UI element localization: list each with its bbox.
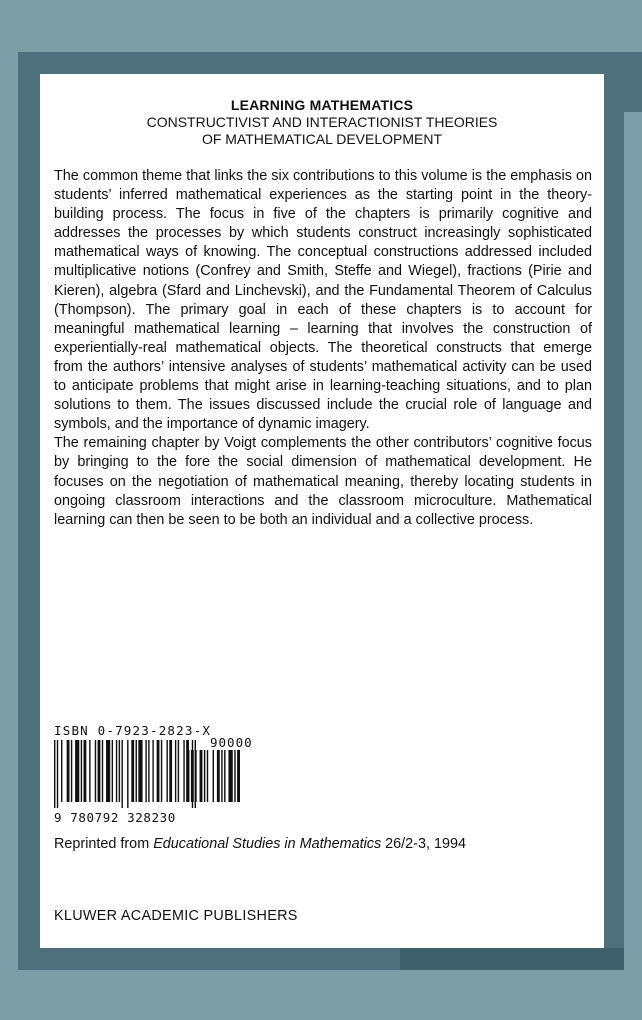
barcode-digits: 9 780792 328230 [54, 810, 176, 825]
barcode-bar [106, 740, 110, 802]
price-addon-number: 90000 [210, 735, 253, 750]
journal-name: Educational Studies in Mathematics [153, 836, 382, 852]
barcode-bar [98, 740, 101, 802]
book-subtitle-line-2: OF MATHEMATICAL DEVELOPMENT [201, 131, 443, 147]
barcode-bar [81, 740, 82, 802]
isbn-label: ISBN 0-7923-2823-X [54, 723, 212, 738]
reprint-notice [54, 836, 466, 852]
back-cover-panel [40, 74, 604, 948]
blurb-paragraph-1: The common theme that links the six contributions to this volume is the emphasis on students’ inferred mathematical experiences as the starting point in the theory-building process. The focus in five of the chapters is primarily cognitive and addresses the processes by which students construct increasingly sophisticated mathematical ways of knowing. The conceptual constructions addressed included multiplicative notions (Confrey and Smith, Steffe and Wiegel), fractions (Pirie and Kieren), algebra (Sfard and Linchevski), and the Fundamental Theorem of Calculus (Thompson). The primary goal in each of these chapters is to account for meaningful mathematical learning – learning that involves the construction of experientially-real mathematical objects. The theoretical constructs that emerge from the authors’ intensive analyses of students’ mathematical activity can be used to anticipate problems that might arise in learning-teaching situations, and to plan solutions to them. The issues discussed include the crucial role of language and symbols, and the importance of dynamic imagery. [54, 168, 592, 433]
barcode-bar [183, 740, 184, 802]
reprint-prefix: Reprinted from [54, 836, 150, 852]
barcode-bar [234, 750, 235, 802]
barcode-bar [157, 740, 160, 802]
barcode-bar [75, 740, 79, 802]
barcode-bar [95, 740, 96, 802]
barcode-bar [169, 740, 172, 802]
price-addon-barcode [188, 750, 240, 808]
ean-barcode [54, 740, 196, 808]
barcode-bar [54, 740, 55, 808]
barcode-bar [145, 740, 146, 802]
barcode-bar [119, 740, 120, 802]
barcode-bar [136, 740, 137, 802]
barcode-bar [138, 740, 142, 802]
barcode-bar [84, 740, 87, 802]
barcode-bar [221, 750, 222, 802]
publisher-name: KLUWER ACADEMIC PUBLISHERS [54, 908, 298, 924]
barcode-bar [112, 740, 113, 802]
barcode-bar [102, 740, 103, 802]
barcode-bar [217, 750, 220, 802]
barcode-bar [57, 740, 58, 808]
barcode-bar [195, 750, 196, 802]
barcode-bar [127, 740, 128, 808]
journal-issue: 26/2-3, 1994 [385, 836, 466, 852]
barcode-bar [131, 740, 134, 802]
barcode-bar [237, 750, 240, 802]
barcode-bar [89, 740, 90, 802]
blurb-paragraph-2: The remaining chapter by Voigt complements the other contributors’ cognitive focus by bringing to the fore the social dimension of mathematical development. He focuses on the negotiation of mathematical meaning, thereby locating students in ongoing classroom interactions and the classroom microculture. Mathematical learning can then be seen to be both an individual and a collective process. [54, 435, 592, 528]
barcode-bar [200, 750, 203, 802]
book-subtitle-line-1: CONSTRUCTIVIST AND INTERACTIONIST THEORIES [146, 114, 498, 130]
barcode-bar [178, 740, 179, 802]
barcode-bar [116, 740, 117, 802]
barcode-bar [67, 740, 70, 802]
barcode-bar [204, 750, 205, 802]
panel-shadow [400, 948, 624, 970]
barcode-bar [228, 750, 232, 802]
barcode-bar [207, 750, 208, 802]
title-block [40, 96, 604, 148]
barcode-bar [152, 740, 153, 802]
barcode-bar [166, 740, 167, 802]
barcode-bar [161, 740, 162, 802]
barcode-bar [61, 740, 62, 802]
book-title: LEARNING MATHEMATICS [230, 97, 414, 113]
barcode-bar [148, 740, 149, 802]
barcode-bar [121, 740, 122, 808]
blurb [54, 167, 592, 530]
barcode-bar [224, 750, 225, 802]
barcode-bar [213, 750, 214, 802]
barcode-bar [175, 740, 176, 802]
barcode-bar [188, 750, 189, 802]
barcode-bar [191, 750, 194, 802]
barcode-bar [71, 740, 72, 802]
